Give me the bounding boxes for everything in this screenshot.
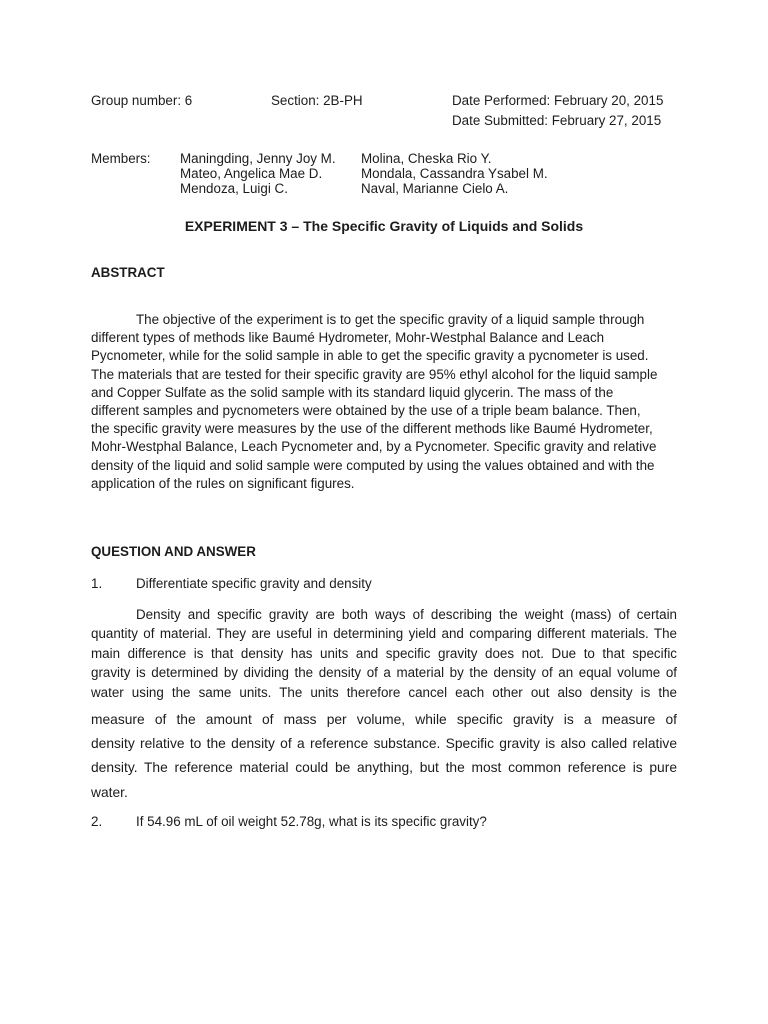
abstract-body (91, 311, 677, 493)
member-name: Mondala, Cassandra Ysabel M. (361, 166, 548, 181)
member-name: Naval, Marianne Cielo A. (361, 181, 509, 196)
text-line: gravity is determined by dividing the density of a material by the density of an equal volume of (91, 665, 677, 681)
qa-heading: QUESTION AND ANSWER (91, 544, 256, 559)
text-line: density relative to the density of a reference substance. Specific gravity is also called relative (91, 736, 677, 752)
member-name: Maningding, Jenny Joy M. (180, 151, 336, 166)
date-performed: Date Performed: February 20, 2015 (452, 93, 664, 108)
group-number: Group number: 6 (91, 93, 193, 108)
answer-1-body-b (91, 708, 677, 805)
text-line: application of the rules on significant figures. (91, 475, 355, 491)
text-line: and Copper Sulfate as the solid sample with its standard liquid glycerin. The mass of the (91, 384, 614, 400)
abstract-heading: ABSTRACT (91, 265, 165, 280)
text-line: density of the liquid and solid sample were computed by using the values obtained and with the (91, 457, 655, 473)
document-title: EXPERIMENT 3 – The Specific Gravity of Liquids and Solids (184, 218, 584, 234)
text-line: water. (91, 784, 128, 800)
text-line: quantity of material. They are useful in determining yield and comparing different materials. The (91, 626, 677, 642)
member-name: Mendoza, Luigi C. (180, 181, 288, 196)
text-line: different types of methods like Baumé Hydrometer, Mohr-Westphal Balance and Leach (91, 330, 605, 346)
text-line: different samples and pycnometers were obtained by the use of a triple beam balance. Then, (91, 403, 641, 419)
text-line: water using the same units. The units therefore cancel each other out also density is the (91, 684, 677, 700)
member-name: Molina, Cheska Rio Y. (361, 151, 492, 166)
question-number: 2. (91, 814, 103, 829)
question-text: Differentiate specific gravity and density (136, 576, 372, 591)
date-submitted: Date Submitted: February 27, 2015 (452, 113, 662, 128)
members-label: Members: (91, 151, 151, 166)
member-name: Mateo, Angelica Mae D. (180, 166, 323, 181)
text-line: The materials that are tested for their specific gravity are 95% ethyl alcohol for the liquid sample (91, 366, 658, 382)
text-line: Pycnometer, while for the solid sample in able to get the specific gravity a pycnometer is used. (91, 348, 649, 364)
section: Section: 2B-PH (271, 93, 363, 108)
text-line: Mohr-Westphal Balance, Leach Pycnometer and, by a Pycnometer. Specific gravity and relative (91, 439, 657, 455)
text-line: main difference is that density has units and specific gravity does not. Due to that specific (91, 645, 677, 661)
text-line: density. The reference material could be anything, but the most common reference is pure (91, 760, 677, 776)
text-line: measure of the amount of mass per volume, while specific gravity is a measure of (91, 712, 677, 727)
text-line: Density and specific gravity are both ways of describing the weight (mass) of certain (136, 607, 677, 622)
question-text: If 54.96 mL of oil weight 52.78g, what is its specific gravity? (136, 814, 487, 829)
question-number: 1. (91, 576, 103, 591)
text-line: the specific gravity were measures by the use of the different methods like Baumé Hydrometer, (91, 421, 653, 437)
answer-1-body-a (91, 605, 677, 702)
text-line: The objective of the experiment is to get the specific gravity of a liquid sample through (136, 312, 645, 327)
